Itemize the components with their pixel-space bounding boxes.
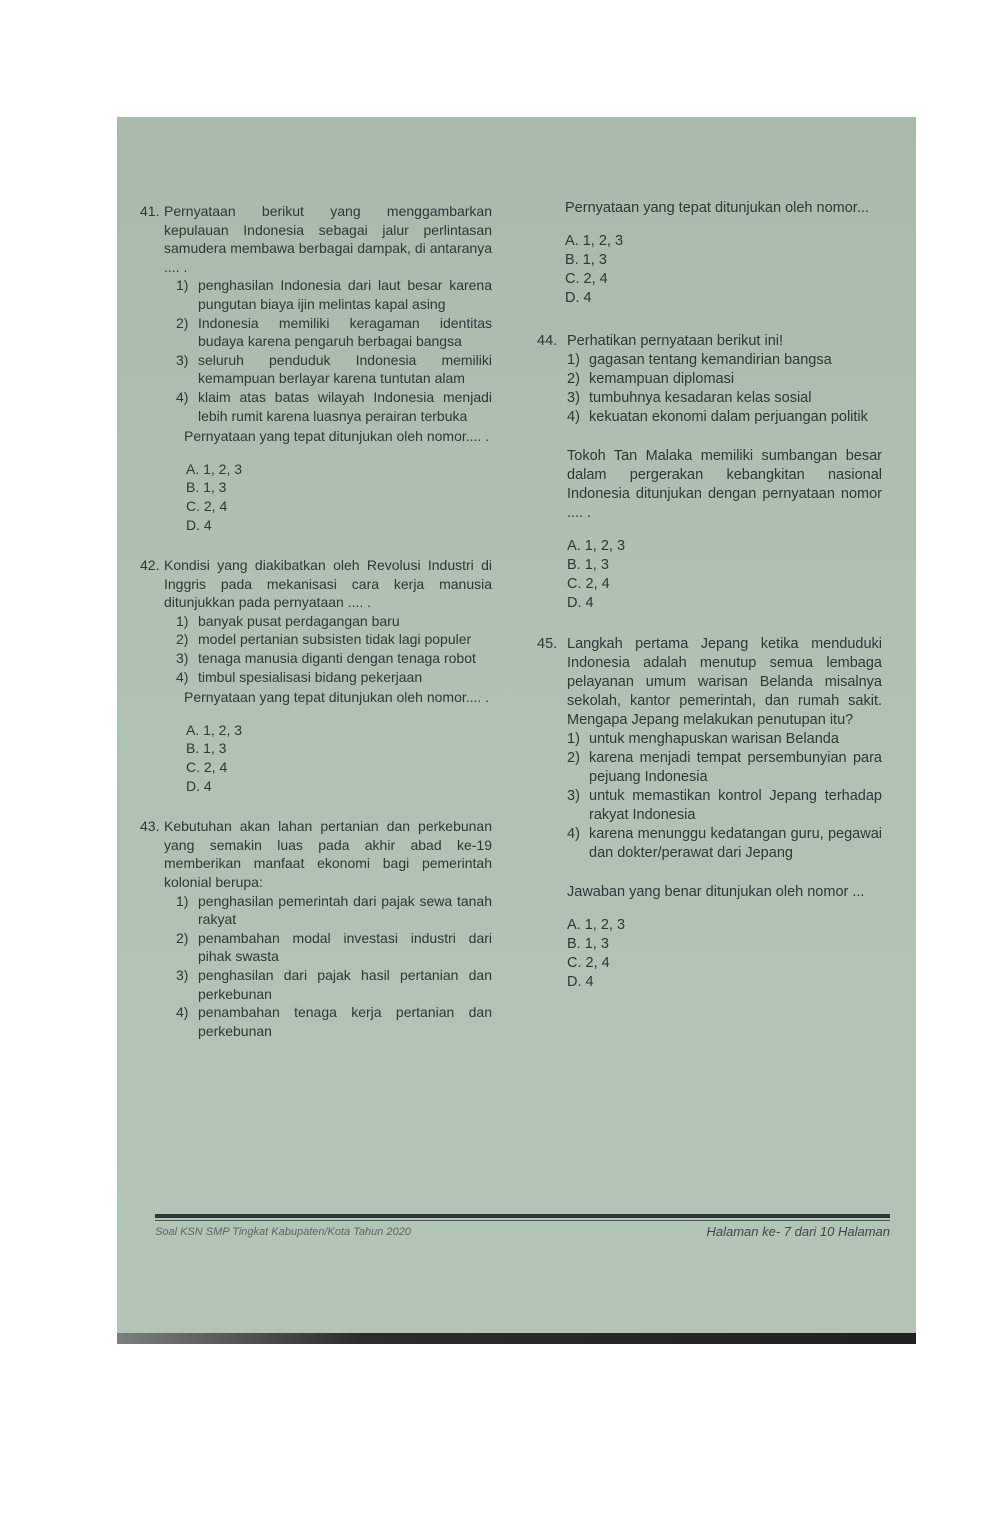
statement-item [176, 668, 492, 687]
statement-text: penambahan tenaga kerja pertanian dan perkebunan [198, 1004, 492, 1039]
statement-list [567, 730, 882, 863]
option-d: D. 4 [186, 777, 212, 794]
answer-options [186, 460, 492, 534]
statement-text: penghasilan Indonesia dari laut besar karena pungutan biaya ijin melintas kapal asing [198, 277, 492, 312]
statement-text: banyak pusat perdagangan baru [198, 612, 400, 629]
statement-number: 2) [176, 631, 189, 648]
left-column [140, 202, 492, 1062]
question-44 [537, 332, 882, 613]
answer-options [565, 232, 882, 308]
question-number: 41. [140, 203, 160, 219]
statement-number: 4) [567, 409, 580, 425]
statement-list [176, 612, 492, 686]
statement-text: untuk menghapuskan warisan Belanda [589, 731, 839, 747]
statement-number: 3) [176, 351, 189, 368]
statement-text: tumbuhnya kesadaran kelas sosial [589, 390, 812, 406]
option-a: A. 1, 2, 3 [186, 460, 243, 477]
statement-number: 3) [176, 650, 189, 667]
statement-number: 4) [176, 388, 189, 405]
option-d: D. 4 [567, 595, 594, 611]
option-b: B. 1, 3 [565, 252, 607, 268]
statement-item [176, 630, 492, 649]
statement-item [567, 351, 882, 370]
statement-item [567, 730, 882, 749]
question-stem: Pernyataan berikut yang menggambarkan kepulauan Indonesia sebagai jalur perlintasan samudera membawa berbagai dampak, di antaranya .... . [164, 203, 492, 275]
option-c: C. 2, 4 [567, 955, 610, 971]
statement-text: karena menunggu kedatangan guru, pegawai dan dokter/perawat dari Jepang [589, 826, 882, 861]
question-prompt: Tokoh Tan Malaka memiliki sumbangan besar dalam pergerakan kebangkitan nasional Indonesia ditunjukan dengan pernyataan nomor .... . [567, 448, 882, 521]
statement-list [176, 892, 492, 1041]
statement-number: 2) [176, 314, 189, 331]
option-a: A. 1, 2, 3 [565, 233, 624, 249]
statement-item [176, 612, 492, 631]
footer-page-number: Halaman ke- 7 dari 10 Halaman [706, 1224, 890, 1239]
question-42 [140, 556, 492, 795]
statement-item [176, 929, 492, 966]
option-c: C. 2, 4 [567, 576, 610, 592]
statement-item [176, 892, 492, 929]
statement-list [176, 276, 492, 425]
question-43 [140, 817, 492, 1040]
statement-text: model pertanian subsisten tidak lagi populer [198, 631, 472, 648]
right-column [537, 199, 882, 1014]
question-number: 44. [537, 333, 558, 349]
footer-divider-thin [155, 1220, 890, 1221]
option-a: A. 1, 2, 3 [567, 538, 626, 554]
question-number: 43. [140, 818, 160, 835]
option-a: A. 1, 2, 3 [567, 917, 626, 933]
statement-text: seluruh penduduk Indonesia memiliki kemampuan berlayar karena tuntutan alam [198, 351, 492, 387]
question-prompt: Pernyataan yang tepat ditunjukan oleh nomor.... . [184, 428, 490, 445]
option-d: D. 4 [567, 974, 594, 990]
statement-list [567, 351, 882, 427]
statement-text: untuk memastikan kontrol Jepang terhadap rakyat Indonesia [589, 788, 882, 823]
statement-text: Indonesia memiliki keragaman identitas budaya karena pengaruh berbagai bangsa [198, 314, 492, 350]
statement-number: 2) [176, 929, 189, 946]
statement-item [567, 389, 882, 408]
statement-number: 1) [176, 277, 189, 294]
question-stem: Perhatikan pernyataan berikut ini! [567, 333, 784, 349]
statement-item [176, 966, 492, 1003]
statement-number: 1) [567, 731, 580, 747]
statement-text: timbul spesialisasi bidang pekerjaan [198, 668, 423, 685]
option-c: C. 2, 4 [186, 497, 228, 514]
statement-text: tenaga manusia diganti dengan tenaga robot [198, 650, 476, 667]
statement-number: 4) [176, 1004, 189, 1021]
statement-number: 3) [567, 390, 580, 406]
option-b: B. 1, 3 [567, 936, 609, 952]
statement-item [567, 787, 882, 825]
answer-options [186, 721, 492, 795]
option-b: B. 1, 3 [186, 740, 227, 757]
question-prompt: Pernyataan yang tepat ditunjukan oleh nomor... [565, 200, 869, 216]
statement-text: kemampuan diplomasi [589, 371, 735, 387]
answer-options [567, 537, 882, 613]
statement-item [176, 388, 492, 425]
statement-text: gagasan tentang kemandirian bangsa [589, 352, 832, 368]
statement-number: 1) [176, 892, 189, 909]
statement-number: 4) [567, 826, 580, 842]
option-b: B. 1, 3 [186, 479, 227, 496]
option-a: A. 1, 2, 3 [186, 721, 243, 738]
statement-text: karena menjadi tempat persembunyian para pejuang Indonesia [589, 750, 882, 785]
statement-item [176, 276, 492, 313]
question-stem: Langkah pertama Jepang ketika menduduki Indonesia adalah menutup semua lembaga pelayanan umum warisan Belanda misalnya sekolah, kantor pemerintah, dan rumah sakit. Mengapa Jepang melakukan penutupan itu? [567, 636, 882, 728]
statement-number: 1) [176, 612, 189, 629]
statement-number: 1) [567, 352, 580, 368]
statement-text: penghasilan dari pajak hasil pertanian dan perkebunan [198, 966, 492, 1002]
option-d: D. 4 [565, 290, 592, 306]
footer-divider [155, 1214, 890, 1218]
statement-item [567, 408, 882, 427]
photo-bottom-edge [117, 1333, 916, 1344]
question-45 [537, 635, 882, 992]
question-stem: Kondisi yang diakibatkan oleh Revolusi Industri di Inggris pada mekanisasi cara kerja manusia ditunjukkan pada pernyataan .... . [164, 557, 492, 611]
statement-item [176, 1003, 492, 1040]
question-number: 42. [140, 557, 160, 574]
statement-text: kekuatan ekonomi dalam perjuangan politik [589, 409, 868, 425]
statement-number: 2) [567, 750, 580, 766]
question-43-continued [537, 199, 882, 308]
statement-number: 4) [176, 668, 189, 685]
statement-number: 3) [176, 966, 189, 983]
statement-item [176, 649, 492, 668]
statement-item [567, 825, 882, 863]
option-c: C. 2, 4 [565, 271, 608, 287]
statement-item [176, 351, 492, 388]
statement-number: 2) [567, 371, 580, 387]
footer-exam-title: Soal KSN SMP Tingkat Kabupaten/Kota Tahun 2020 [155, 1226, 411, 1238]
statement-text: penghasilan pemerintah dari pajak sewa tanah rakyat [198, 892, 492, 928]
option-c: C. 2, 4 [186, 759, 228, 776]
statement-number: 3) [567, 788, 580, 804]
statement-item [567, 370, 882, 389]
answer-options [567, 916, 882, 992]
question-stem: Kebutuhan akan lahan pertanian dan perkebunan yang semakin luas pada akhir abad ke-19 memberikan manfaat ekonomi bagi pemerintah kolonial berupa: [164, 818, 492, 890]
question-41 [140, 202, 492, 534]
question-prompt: Jawaban yang benar ditunjukan oleh nomor ... [567, 884, 865, 900]
option-b: B. 1, 3 [567, 557, 609, 573]
statement-item [176, 314, 492, 351]
question-number: 45. [537, 636, 558, 652]
option-d: D. 4 [186, 516, 212, 533]
statement-text: klaim atas batas wilayah Indonesia menjadi lebih rumit karena luasnya perairan terbuka [198, 388, 492, 424]
statement-item [567, 749, 882, 787]
statement-text: penambahan modal investasi industri dari pihak swasta [198, 929, 492, 965]
question-prompt: Pernyataan yang tepat ditunjukan oleh nomor.... . [184, 689, 490, 706]
